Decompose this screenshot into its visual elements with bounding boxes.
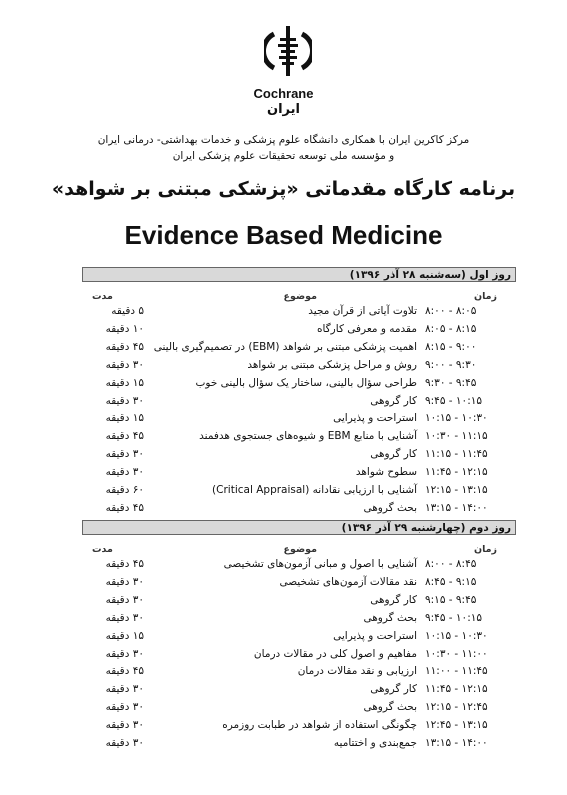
cell-topic: آشنایی با اصول و مبانی آزمون‌های تشخیصی xyxy=(223,558,417,570)
table-row xyxy=(0,558,567,575)
cell-time: ۱۱:۴۵ - ۱۲:۱۵ xyxy=(425,466,488,479)
table-row xyxy=(0,448,567,465)
intro-line-2: و مؤسسه ملی توسعه تحقیقات علوم پزشکی ایران xyxy=(172,150,395,162)
cell-topic: کار گروهی xyxy=(370,593,417,606)
cell-duration: ۵ دقیقه xyxy=(111,305,144,317)
cell-duration: ۳۰ دقیقه xyxy=(105,611,144,624)
cell-topic: بحث گروهی xyxy=(363,611,417,624)
brand-name: Cochrane xyxy=(253,86,314,101)
column-header-time: زمان xyxy=(473,291,497,302)
column-header-duration: مدت xyxy=(92,291,113,302)
cell-time: ۹:۴۵ - ۱۰:۱۵ xyxy=(425,611,483,624)
cell-duration: ۳۰ دقیقه xyxy=(105,719,144,732)
cell-time: ۹:۰۰ - ۹:۳۰ xyxy=(425,358,477,371)
cell-time: ۱۰:۳۰ - ۱۱:۰۰ xyxy=(425,647,488,660)
cochrane-logo-icon xyxy=(264,20,312,82)
cell-topic: بحث گروهی xyxy=(363,501,417,514)
cell-topic: نقد مقالات آزمون‌های تشخیصی xyxy=(279,575,417,588)
table-row xyxy=(0,377,567,394)
cell-topic: کار گروهی xyxy=(370,394,417,407)
cell-duration: ۳۰ دقیقه xyxy=(105,737,144,749)
cell-duration: ۱۵ دقیقه xyxy=(105,412,144,425)
table-row xyxy=(0,594,567,611)
day-header-2: روز دوم (چهارشنبه ۲۹ آذر ۱۳۹۶) xyxy=(82,520,516,535)
cell-topic: استراحت و پذیرایی xyxy=(333,629,417,642)
cell-time: ۱۰:۱۵ - ۱۰:۳۰ xyxy=(425,629,488,642)
cell-duration: ۳۰ دقیقه xyxy=(105,575,144,588)
cell-topic: کار گروهی xyxy=(370,683,417,696)
table-row xyxy=(0,323,567,340)
cell-duration: ۳۰ دقیقه xyxy=(105,701,144,714)
cell-duration: ۴۵ دقیقه xyxy=(105,501,144,514)
table-row xyxy=(0,719,567,736)
cell-time: ۱۲:۱۵ - ۱۳:۱۵ xyxy=(425,484,488,496)
cell-time: ۸:۰۰ - ۸:۰۵ xyxy=(425,305,477,317)
cell-topic: سطوح شواهد xyxy=(355,466,417,479)
table-row xyxy=(0,412,567,429)
cell-topic: چگونگی استفاده از شواهد در طبابت روزمره xyxy=(222,719,417,732)
cell-duration: ۳۰ دقیقه xyxy=(105,394,144,407)
column-header-time: زمان xyxy=(473,544,497,555)
column-header-duration: مدت xyxy=(92,544,113,555)
cell-duration: ۳۰ دقیقه xyxy=(105,466,144,479)
brand-subname: ایران xyxy=(267,102,300,117)
cell-topic: آشنایی با منابع EBM و شیوه‌های جستجوی هدفمند xyxy=(199,430,417,443)
table-row xyxy=(0,683,567,700)
cell-time: ۹:۳۰ - ۹:۴۵ xyxy=(425,376,477,389)
cell-topic: اهمیت پزشکی مبتنی بر شواهد (EBM) در تصمیم‌گیری بالینی xyxy=(153,340,417,353)
table-row xyxy=(0,484,567,501)
cell-duration: ۱۵ دقیقه xyxy=(105,629,144,642)
page-title-english: Evidence Based Medicine xyxy=(124,220,443,250)
cell-duration: ۴۵ دقیقه xyxy=(105,340,144,353)
cell-topic: طراحی سؤال بالینی، ساختار یک سؤال بالینی خوب xyxy=(195,376,417,389)
cell-time: ۱۱:۱۵ - ۱۱:۴۵ xyxy=(425,448,488,461)
cell-time: ۹:۴۵ - ۱۰:۱۵ xyxy=(425,394,483,407)
cell-duration: ۴۵ دقیقه xyxy=(105,665,144,678)
cell-topic: تلاوت آیاتی از قرآن مجید xyxy=(308,305,417,317)
cell-topic: استراحت و پذیرایی xyxy=(333,412,417,425)
cell-duration: ۱۵ دقیقه xyxy=(105,376,144,389)
cell-topic: مفاهیم و اصول کلی در مقالات درمان xyxy=(253,647,417,660)
table-row xyxy=(0,576,567,593)
table-row xyxy=(0,612,567,629)
day-header-1: روز اول (سه‌شنبه ۲۸ آذر ۱۳۹۶) xyxy=(82,267,516,282)
cell-time: ۹:۱۵ - ۹:۴۵ xyxy=(425,593,477,606)
cell-topic: مقدمه و معرفی کارگاه xyxy=(316,322,417,335)
cell-time: ۱۱:۰۰ - ۱۱:۴۵ xyxy=(425,665,488,678)
cell-topic: بحث گروهی xyxy=(363,701,417,714)
table-row xyxy=(0,305,567,322)
column-header-topic: موضوع xyxy=(283,291,317,302)
table-row xyxy=(0,430,567,447)
cell-time: ۱۱:۴۵ - ۱۲:۱۵ xyxy=(425,683,488,696)
cell-duration: ۳۰ دقیقه xyxy=(105,593,144,606)
table-row xyxy=(0,630,567,647)
table-row xyxy=(0,502,567,519)
cell-topic: کار گروهی xyxy=(370,448,417,461)
cell-topic: آشنایی با ارزیابی نقادانه (Critical Appraisal) xyxy=(212,484,417,496)
table-row xyxy=(0,466,567,483)
cell-time: ۱۳:۱۵ - ۱۴:۰۰ xyxy=(425,737,488,749)
cell-topic: روش و مراحل پزشکی مبتنی بر شواهد xyxy=(247,358,417,371)
table-row xyxy=(0,648,567,665)
cell-duration: ۴۵ دقیقه xyxy=(105,558,144,570)
cell-topic: ارزیابی و نقد مقالات درمان xyxy=(297,665,417,678)
intro-line-1: مرکز کاکرین ایران با همکاری دانشگاه علوم پزشکی و خدمات بهداشتی- درمانی ایران xyxy=(97,134,470,146)
cell-duration: ۳۰ دقیقه xyxy=(105,647,144,660)
column-header-topic: موضوع xyxy=(283,544,317,555)
table-row xyxy=(0,341,567,358)
cell-time: ۸:۰۵ - ۸:۱۵ xyxy=(425,322,477,335)
cell-topic: جمع‌بندی و اختتامیه xyxy=(333,737,417,749)
page-title: برنامه کارگاه مقدماتی «پزشکی مبتنی بر شواهد» xyxy=(51,178,516,200)
cell-duration: ۴۵ دقیقه xyxy=(105,430,144,443)
cell-duration: ۳۰ دقیقه xyxy=(105,448,144,461)
cell-time: ۸:۰۰ - ۸:۴۵ xyxy=(425,558,477,570)
table-row xyxy=(0,701,567,718)
cell-time: ۱۲:۴۵ - ۱۳:۱۵ xyxy=(425,719,488,732)
table-row xyxy=(0,737,567,754)
cell-time: ۱۰:۱۵ - ۱۰:۳۰ xyxy=(425,412,488,425)
cell-time: ۱۳:۱۵ - ۱۴:۰۰ xyxy=(425,501,488,514)
cell-duration: ۳۰ دقیقه xyxy=(105,683,144,696)
cell-duration: ۳۰ دقیقه xyxy=(105,358,144,371)
table-row xyxy=(0,395,567,412)
cell-duration: ۶۰ دقیقه xyxy=(105,484,144,496)
cell-time: ۸:۱۵ - ۹:۰۰ xyxy=(425,340,477,353)
cell-time: ۱۲:۱۵ - ۱۲:۴۵ xyxy=(425,701,488,714)
cell-time: ۱۰:۳۰ - ۱۱:۱۵ xyxy=(425,430,488,443)
cell-duration: ۱۰ دقیقه xyxy=(105,322,144,335)
cell-time: ۸:۴۵ - ۹:۱۵ xyxy=(425,575,477,588)
table-row xyxy=(0,359,567,376)
table-row xyxy=(0,665,567,682)
